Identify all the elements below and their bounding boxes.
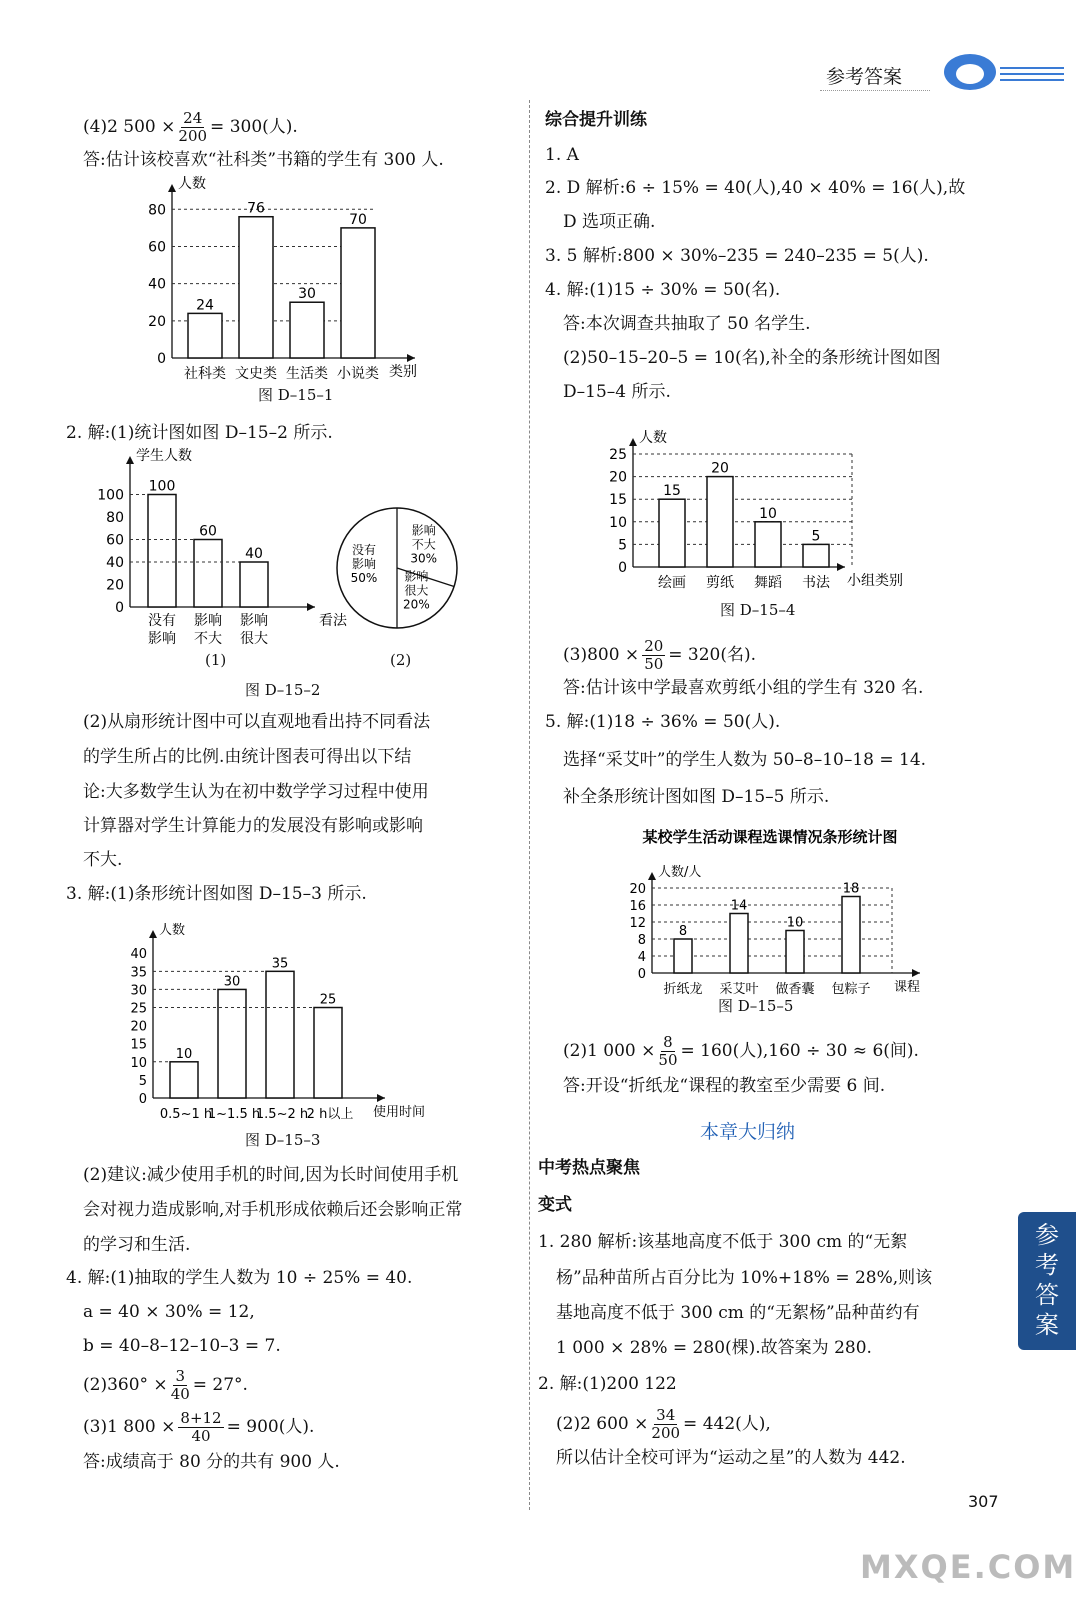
- side-tab-char: 案: [1035, 1311, 1059, 1339]
- x-axis-arrow: [407, 354, 415, 362]
- x-tick-label: 做香囊: [775, 982, 815, 997]
- line-s1c: 基地高度不低于 300 cm 的“无絮杨”品种苗约有: [556, 1303, 920, 1323]
- bar-value-label: 20: [711, 460, 729, 477]
- bar-value-label: 76: [247, 200, 265, 217]
- pie-slice-value: 30%: [410, 551, 438, 566]
- y-tick-label: 8: [637, 933, 646, 948]
- side-tab-char: 参: [1035, 1221, 1059, 1249]
- para3-line1: (2)建议:减少使用手机的时间,因为长时间使用手机: [83, 1165, 459, 1185]
- line-r4c: (2)50–15–20–5 = 10(名),补全的条形统计图如图: [563, 348, 941, 368]
- bar: [170, 1062, 198, 1098]
- caption-d15-5: 图 D–15–5: [718, 997, 794, 1015]
- x-axis-label: 使用时间: [373, 1105, 426, 1120]
- y-tick-label: 10: [130, 1055, 147, 1071]
- bar: [659, 499, 685, 567]
- line-q4-e: 答:成绩高于 80 分的共有 900 人.: [83, 1452, 340, 1472]
- bar-value-label: 30: [298, 286, 316, 303]
- y-axis-label: 学生人数: [136, 448, 192, 464]
- bar-value-label: 25: [319, 992, 337, 1008]
- line-q4-b: b = 40–8–12–10–3 = 7.: [83, 1336, 281, 1356]
- chart-d15-5: [580, 822, 960, 1007]
- x-tick-label: 生活类: [286, 366, 328, 382]
- pie-slice-value: 50%: [350, 571, 378, 585]
- x-tick-label: 2 h以上: [306, 1107, 354, 1122]
- y-tick-label: 0: [157, 351, 166, 367]
- bar: [674, 939, 692, 973]
- y-axis-arrow: [168, 184, 176, 192]
- line-r1: 1. A: [545, 145, 579, 165]
- line-r4f: 答:估计该中学最喜欢剪纸小组的学生有 320 名.: [563, 678, 924, 698]
- para2-line5: 不大.: [83, 850, 123, 870]
- caption-d15-2-1: (1): [205, 651, 227, 669]
- line-s2b: (2)2 600 × $\frac{34}{200}$ = 442(人),: [556, 1406, 771, 1442]
- y-tick-label: 20: [130, 1019, 147, 1035]
- book-mascot-icon: [930, 50, 1070, 94]
- bar: [266, 971, 294, 1098]
- y-tick-label: 80: [148, 202, 166, 219]
- y-tick-label: 0: [115, 600, 124, 616]
- line-s2c: 所以估计全校可评为“运动之星”的人数为 442.: [556, 1448, 906, 1468]
- bar-value-label: 10: [786, 915, 804, 931]
- bar-value-label: 30: [223, 974, 241, 990]
- header-title: 参考答案: [826, 66, 903, 88]
- x-tick-label: 小说类: [337, 366, 379, 382]
- y-tick-label: 15: [609, 492, 627, 509]
- y-axis-label: 人数/人: [658, 865, 702, 880]
- bar: [218, 989, 246, 1098]
- x-axis-arrow: [377, 1094, 385, 1102]
- y-axis-arrow: [648, 872, 656, 880]
- chart-title: 某校学生活动课程选课情况条形统计图: [642, 828, 898, 846]
- pie-slice-label: 影响: [404, 569, 429, 584]
- line-q4-a: a = 40 × 30% = 12,: [83, 1302, 255, 1322]
- y-tick-label: 5: [138, 1073, 147, 1089]
- bar-value-label: 70: [349, 211, 367, 228]
- y-axis-label: 人数: [159, 923, 186, 938]
- x-tick-label: 1.5~2 h: [255, 1107, 309, 1122]
- heading-training: 综合提升训练: [545, 110, 647, 130]
- bar-value-label: 60: [199, 523, 217, 540]
- x-axis-label: 类别: [389, 364, 417, 380]
- line-r2a: 2. D 解析:6 ÷ 15% = 40(人),40 × 40% = 16(人),故: [545, 178, 966, 198]
- pie-slice-value: 20%: [403, 597, 430, 612]
- bar: [240, 562, 268, 607]
- x-tick-label: 社科类: [184, 366, 226, 382]
- bar: [188, 313, 222, 358]
- para2-line1: (2)从扇形统计图中可以直观地看出持不同看法: [83, 712, 431, 732]
- y-tick-label: 12: [629, 916, 646, 931]
- y-tick-label: 25: [609, 447, 627, 463]
- x-tick-label: 很大: [240, 631, 268, 647]
- side-tab-answers: [1018, 1212, 1076, 1350]
- y-tick-label: 40: [148, 276, 166, 293]
- y-tick-label: 4: [637, 950, 646, 965]
- bar-value-label: 40: [245, 546, 263, 562]
- para2-line3: 论:大多数学生认为在初中数学学习过程中使用: [83, 782, 429, 802]
- line-q3: 3. 解:(1)条形统计图如图 D–15–3 所示.: [66, 884, 367, 904]
- bar: [314, 1008, 342, 1098]
- bar: [786, 931, 804, 974]
- line-r4e: (3)800 × $\frac{20}{50}$ = 320(名).: [563, 637, 757, 673]
- line-answer-1: 答:估计该校喜欢“社科类”书籍的学生有 300 人.: [83, 150, 444, 170]
- y-tick-label: 60: [148, 239, 166, 256]
- bar-value-label: 100: [148, 478, 176, 495]
- x-tick-label: 影响: [240, 613, 268, 629]
- bar: [290, 302, 324, 358]
- chart-d15-1: [140, 178, 440, 383]
- y-tick-label: 35: [130, 965, 147, 981]
- line-q1-4: (4)2 500 × $\frac{24}{200}$ = 300(人).: [83, 109, 298, 145]
- y-tick-label: 20: [609, 469, 627, 486]
- x-tick-label: 书法: [802, 575, 830, 591]
- para3-line2: 会对视力造成影响,对手机形成依赖后还会影响正常: [83, 1200, 463, 1220]
- line-r5e: 答:开设“折纸龙“课程的教室至少需要 6 间.: [563, 1076, 886, 1096]
- bar: [194, 540, 222, 608]
- para2-line2: 的学生所占的比例.由统计图表可得出以下结: [83, 747, 412, 767]
- line-r4a: 4. 解:(1)15 ÷ 30% = 50(名).: [545, 280, 781, 300]
- y-axis-label: 人数: [639, 430, 667, 446]
- bar-value-label: 24: [196, 297, 214, 314]
- bar: [842, 897, 860, 974]
- line-q4: 4. 解:(1)抽取的学生人数为 10 ÷ 25% = 40.: [66, 1268, 413, 1288]
- y-tick-label: 20: [106, 577, 124, 594]
- bar: [239, 217, 273, 358]
- bar-value-label: 8: [678, 924, 688, 939]
- heading-chapter-summary: 本章大归纳: [700, 1121, 796, 1143]
- line-r5b: 选择“采艾叶”的学生人数为 50–8–10–18 = 14.: [563, 750, 927, 770]
- x-axis-label: 看法: [319, 613, 347, 629]
- x-tick-label: 绘画: [658, 575, 686, 591]
- chart-d15-4: [590, 412, 930, 597]
- watermark: MXQE.COM: [860, 1548, 1077, 1586]
- y-tick-label: 0: [618, 560, 627, 576]
- line-r5c: 补全条形统计图如图 D–15–5 所示.: [563, 787, 830, 807]
- x-tick-label: 包粽子: [831, 982, 871, 997]
- column-divider: [529, 100, 530, 1510]
- y-tick-label: 5: [618, 537, 627, 554]
- bar-value-label: 35: [271, 956, 289, 972]
- y-tick-label: 40: [130, 947, 147, 963]
- y-tick-label: 0: [637, 967, 646, 982]
- y-tick-label: 40: [106, 555, 124, 571]
- x-axis-arrow: [912, 969, 920, 977]
- caption-d15-3: 图 D–15–3: [245, 1131, 321, 1149]
- pie-slice-label: 没有: [351, 543, 377, 557]
- line-r2b: D 选项正确.: [563, 212, 656, 232]
- line-r3: 3. 5 解析:800 × 30%–235 = 240–235 = 5(人).: [545, 246, 929, 266]
- page-number: 307: [968, 1492, 999, 1511]
- line-s1d: 1 000 × 28% = 280(棵).故答案为 280.: [556, 1338, 872, 1358]
- chart-d15-3: [110, 910, 450, 1125]
- x-tick-label: 影响: [148, 631, 176, 647]
- x-axis-arrow: [307, 603, 315, 611]
- line-r4d: D–15–4 所示.: [563, 382, 671, 402]
- heading-exam-focus: 中考热点聚焦: [538, 1158, 640, 1178]
- x-tick-label: 影响: [194, 613, 222, 629]
- y-tick-label: 20: [629, 882, 646, 897]
- bar-value-label: 5: [811, 528, 821, 545]
- caption-d15-4: 图 D–15–4: [720, 601, 796, 619]
- line-s1b: 杨”品种苗所占百分比为 10%+18% = 28%,则该: [556, 1268, 933, 1288]
- x-tick-label: 0.5~1 h: [159, 1107, 213, 1122]
- pie-slice-label: 影响: [411, 523, 436, 538]
- bar: [730, 914, 748, 974]
- x-tick-label: 剪纸: [706, 575, 734, 591]
- y-tick-label: 15: [130, 1037, 147, 1053]
- pie-slice-label: 不大: [411, 537, 436, 552]
- bar-value-label: 14: [730, 898, 748, 914]
- bar: [755, 522, 781, 567]
- x-axis-label: 小组类别: [847, 573, 903, 589]
- bar-value-label: 18: [842, 881, 860, 897]
- line-r5a: 5. 解:(1)18 ÷ 36% = 50(人).: [545, 712, 781, 732]
- bar: [341, 228, 375, 358]
- y-tick-label: 20: [148, 313, 166, 330]
- x-tick-label: 没有: [148, 613, 176, 629]
- line-s2a: 2. 解:(1)200 122: [538, 1374, 677, 1394]
- x-tick-label: 1~1.5 h: [207, 1107, 261, 1122]
- y-axis-arrow: [149, 930, 157, 938]
- bar-value-label: 10: [759, 505, 777, 522]
- heading-variant: 变式: [538, 1195, 572, 1215]
- caption-d15-2-2: (2): [390, 651, 412, 669]
- y-axis-label: 人数: [178, 176, 206, 192]
- x-tick-label: 不大: [194, 631, 222, 647]
- y-tick-label: 16: [629, 899, 646, 914]
- pie-slice-label: 影响: [351, 557, 377, 571]
- y-tick-label: 30: [130, 983, 147, 999]
- line-q4-c: (2)360° × $\frac{3}{40}$ = 27°.: [83, 1367, 248, 1403]
- bar-value-label: 15: [663, 483, 681, 500]
- line-r5d: (2)1 000 × $\frac{8}{50}$ = 160(人),160 ÷ 30 ≈ 6(间).: [563, 1033, 919, 1069]
- chart-d15-2-pie: [335, 500, 465, 640]
- bar: [707, 477, 733, 567]
- x-tick-label: 舞蹈: [754, 575, 782, 591]
- line-q4-d: (3)1 800 × $\frac{8+12}{40}$ = 900(人).: [83, 1409, 315, 1445]
- y-tick-label: 10: [609, 514, 627, 531]
- y-tick-label: 80: [106, 510, 124, 526]
- pie-slice-label: 很大: [404, 583, 429, 598]
- x-tick-label: 采艾叶: [719, 982, 759, 997]
- x-tick-label: 文史类: [235, 366, 277, 382]
- line-s1a: 1. 280 解析:该基地高度不低于 300 cm 的“无絮: [538, 1232, 908, 1252]
- x-axis-label: 课程: [894, 980, 921, 995]
- line-r4b: 答:本次调查共抽取了 50 名学生.: [563, 314, 811, 334]
- y-axis-arrow: [629, 438, 637, 446]
- bar: [148, 495, 176, 608]
- x-tick-label: 折纸龙: [663, 982, 703, 997]
- side-tab-char: 答: [1035, 1281, 1059, 1309]
- y-tick-label: 60: [106, 532, 124, 549]
- header: [820, 58, 1070, 98]
- x-axis-arrow: [837, 563, 845, 571]
- y-tick-label: 0: [138, 1092, 147, 1107]
- y-axis-arrow: [126, 456, 134, 464]
- side-tab-char: 考: [1035, 1251, 1059, 1279]
- caption-d15-2: 图 D–15–2: [245, 681, 321, 699]
- bar-value-label: 10: [175, 1046, 193, 1062]
- para2-line4: 计算器对学生计算能力的发展没有影响或影响: [83, 816, 423, 836]
- bar: [803, 544, 829, 567]
- chart-d15-2-bar: [97, 448, 347, 647]
- line-q2: 2. 解:(1)统计图如图 D–15–2 所示.: [66, 423, 333, 443]
- y-tick-label: 25: [130, 1001, 147, 1017]
- para3-line3: 的学习和生活.: [83, 1235, 191, 1255]
- caption-d15-1: 图 D–15–1: [258, 386, 334, 404]
- y-tick-label: 100: [97, 487, 124, 504]
